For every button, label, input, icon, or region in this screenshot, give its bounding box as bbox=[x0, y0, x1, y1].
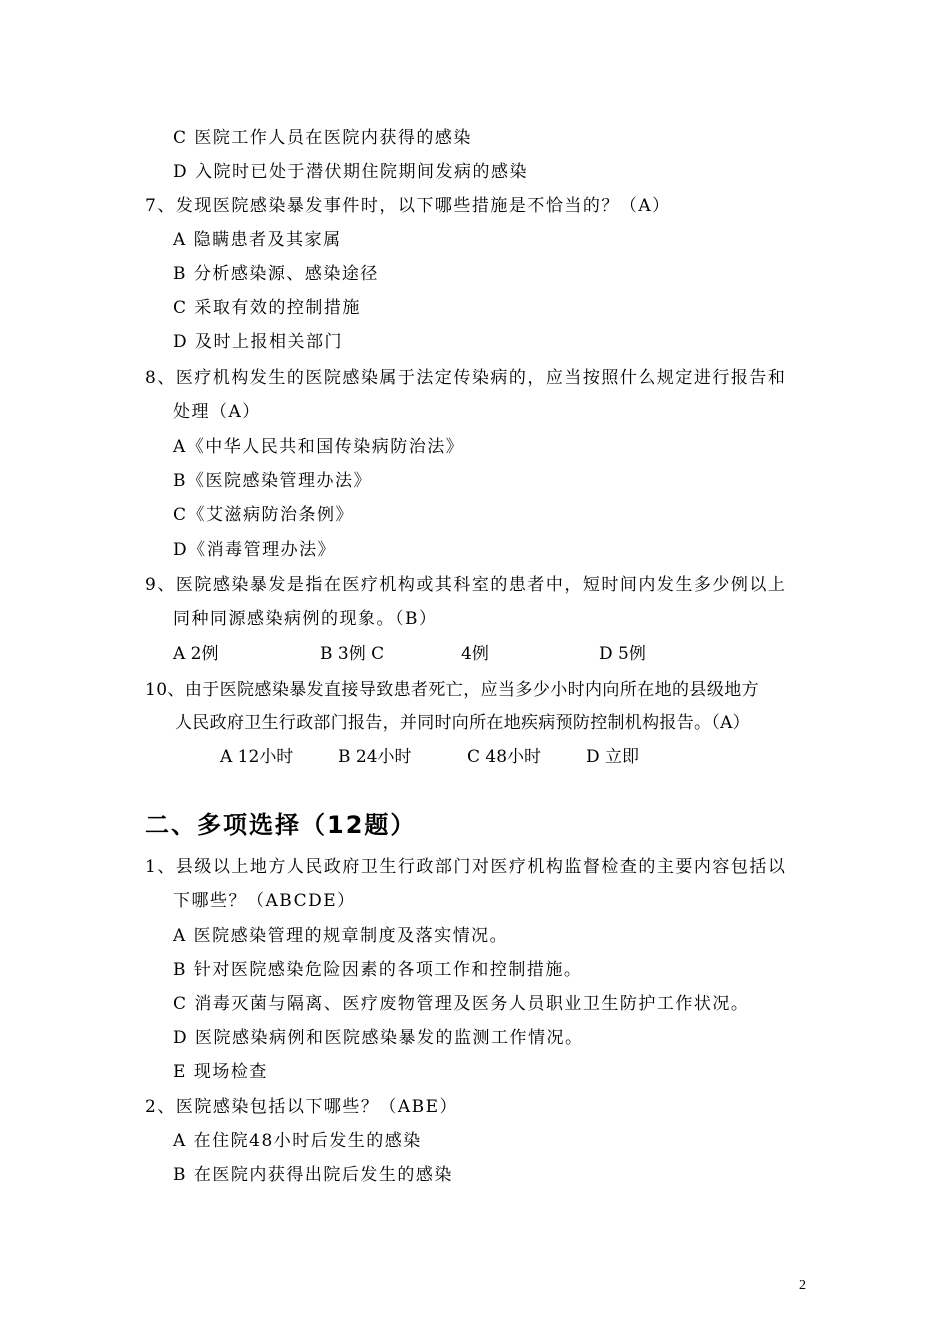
q10-option-a: A 12小时 bbox=[220, 747, 294, 767]
q8-option-d: D《消毒管理办法》 bbox=[173, 540, 337, 560]
m1-option-d: D 医院感染病例和医院感染暴发的监测工作情况。 bbox=[173, 1028, 584, 1048]
q7-option-c: C 采取有效的控制措施 bbox=[173, 298, 361, 318]
question-10-line1: 10、由于医院感染暴发直接导致患者死亡，应当多少小时内向所在地的县级地方 bbox=[145, 680, 760, 700]
m1-option-e: E 现场检查 bbox=[173, 1062, 268, 1082]
q10-option-d: D 立即 bbox=[586, 747, 640, 767]
m1-option-a: A 医院感染管理的规章制度及落实情况。 bbox=[173, 926, 509, 946]
q8-option-c: C《艾滋病防治条例》 bbox=[173, 505, 355, 525]
question-9-line1: 9、医院感染暴发是指在医疗机构或其科室的患者中，短时间内发生多少例以上 bbox=[145, 575, 787, 595]
question-8-line2: 处理（A） bbox=[173, 402, 261, 422]
m1-option-b: B 针对医院感染危险因素的各项工作和控制措施。 bbox=[173, 960, 583, 980]
question-7: 7、发现医院感染暴发事件时，以下哪些措施是不恰当的？（A） bbox=[145, 196, 671, 216]
m2-option-b: B 在医院内获得出院后发生的感染 bbox=[173, 1165, 453, 1185]
multi-question-1-line2: 下哪些？（ABCDE） bbox=[173, 891, 356, 911]
q6-option-d: D 入院时已处于潜伏期住院期间发病的感染 bbox=[173, 162, 529, 182]
page-number: 2 bbox=[799, 1278, 806, 1293]
q7-option-b: B 分析感染源、感染途径 bbox=[173, 264, 379, 284]
m2-option-a: A 在住院48小时后发生的感染 bbox=[173, 1131, 422, 1151]
multi-question-1-line1: 1、县级以上地方人民政府卫生行政部门对医疗机构监督检查的主要内容包括以 bbox=[145, 857, 787, 877]
question-10-line2: 人民政府卫生行政部门报告，并同时向所在地疾病预防控制机构报告。（A） bbox=[175, 713, 750, 733]
question-9-line2: 同种同源感染病例的现象。（B） bbox=[173, 609, 438, 629]
q9-option-c: 4例 bbox=[461, 644, 489, 664]
q7-option-a: A 隐瞒患者及其家属 bbox=[173, 230, 342, 250]
q7-option-d: D 及时上报相关部门 bbox=[173, 332, 344, 352]
multi-question-2: 2、医院感染包括以下哪些？（ABE） bbox=[145, 1097, 458, 1117]
q9-option-d: D 5例 bbox=[599, 644, 646, 664]
q8-option-b: B《医院感染管理办法》 bbox=[173, 471, 372, 491]
q10-option-b: B 24小时 bbox=[338, 747, 412, 767]
q9-option-a: A 2例 bbox=[173, 644, 219, 664]
m1-option-c: C 消毒灭菌与隔离、医疗废物管理及医务人员职业卫生防护工作状况。 bbox=[173, 994, 750, 1014]
question-8-line1: 8、医疗机构发生的医院感染属于法定传染病的，应当按照什么规定进行报告和 bbox=[145, 368, 787, 388]
q6-option-c: C 医院工作人员在医院内获得的感染 bbox=[173, 128, 472, 148]
q8-option-a: A《中华人民共和国传染病防治法》 bbox=[173, 437, 465, 457]
section-heading-multiple-choice: 二、多项选择（12题） bbox=[145, 811, 417, 839]
q10-option-c: C 48小时 bbox=[467, 747, 542, 767]
q9-option-b: B 3例 C bbox=[320, 644, 385, 664]
